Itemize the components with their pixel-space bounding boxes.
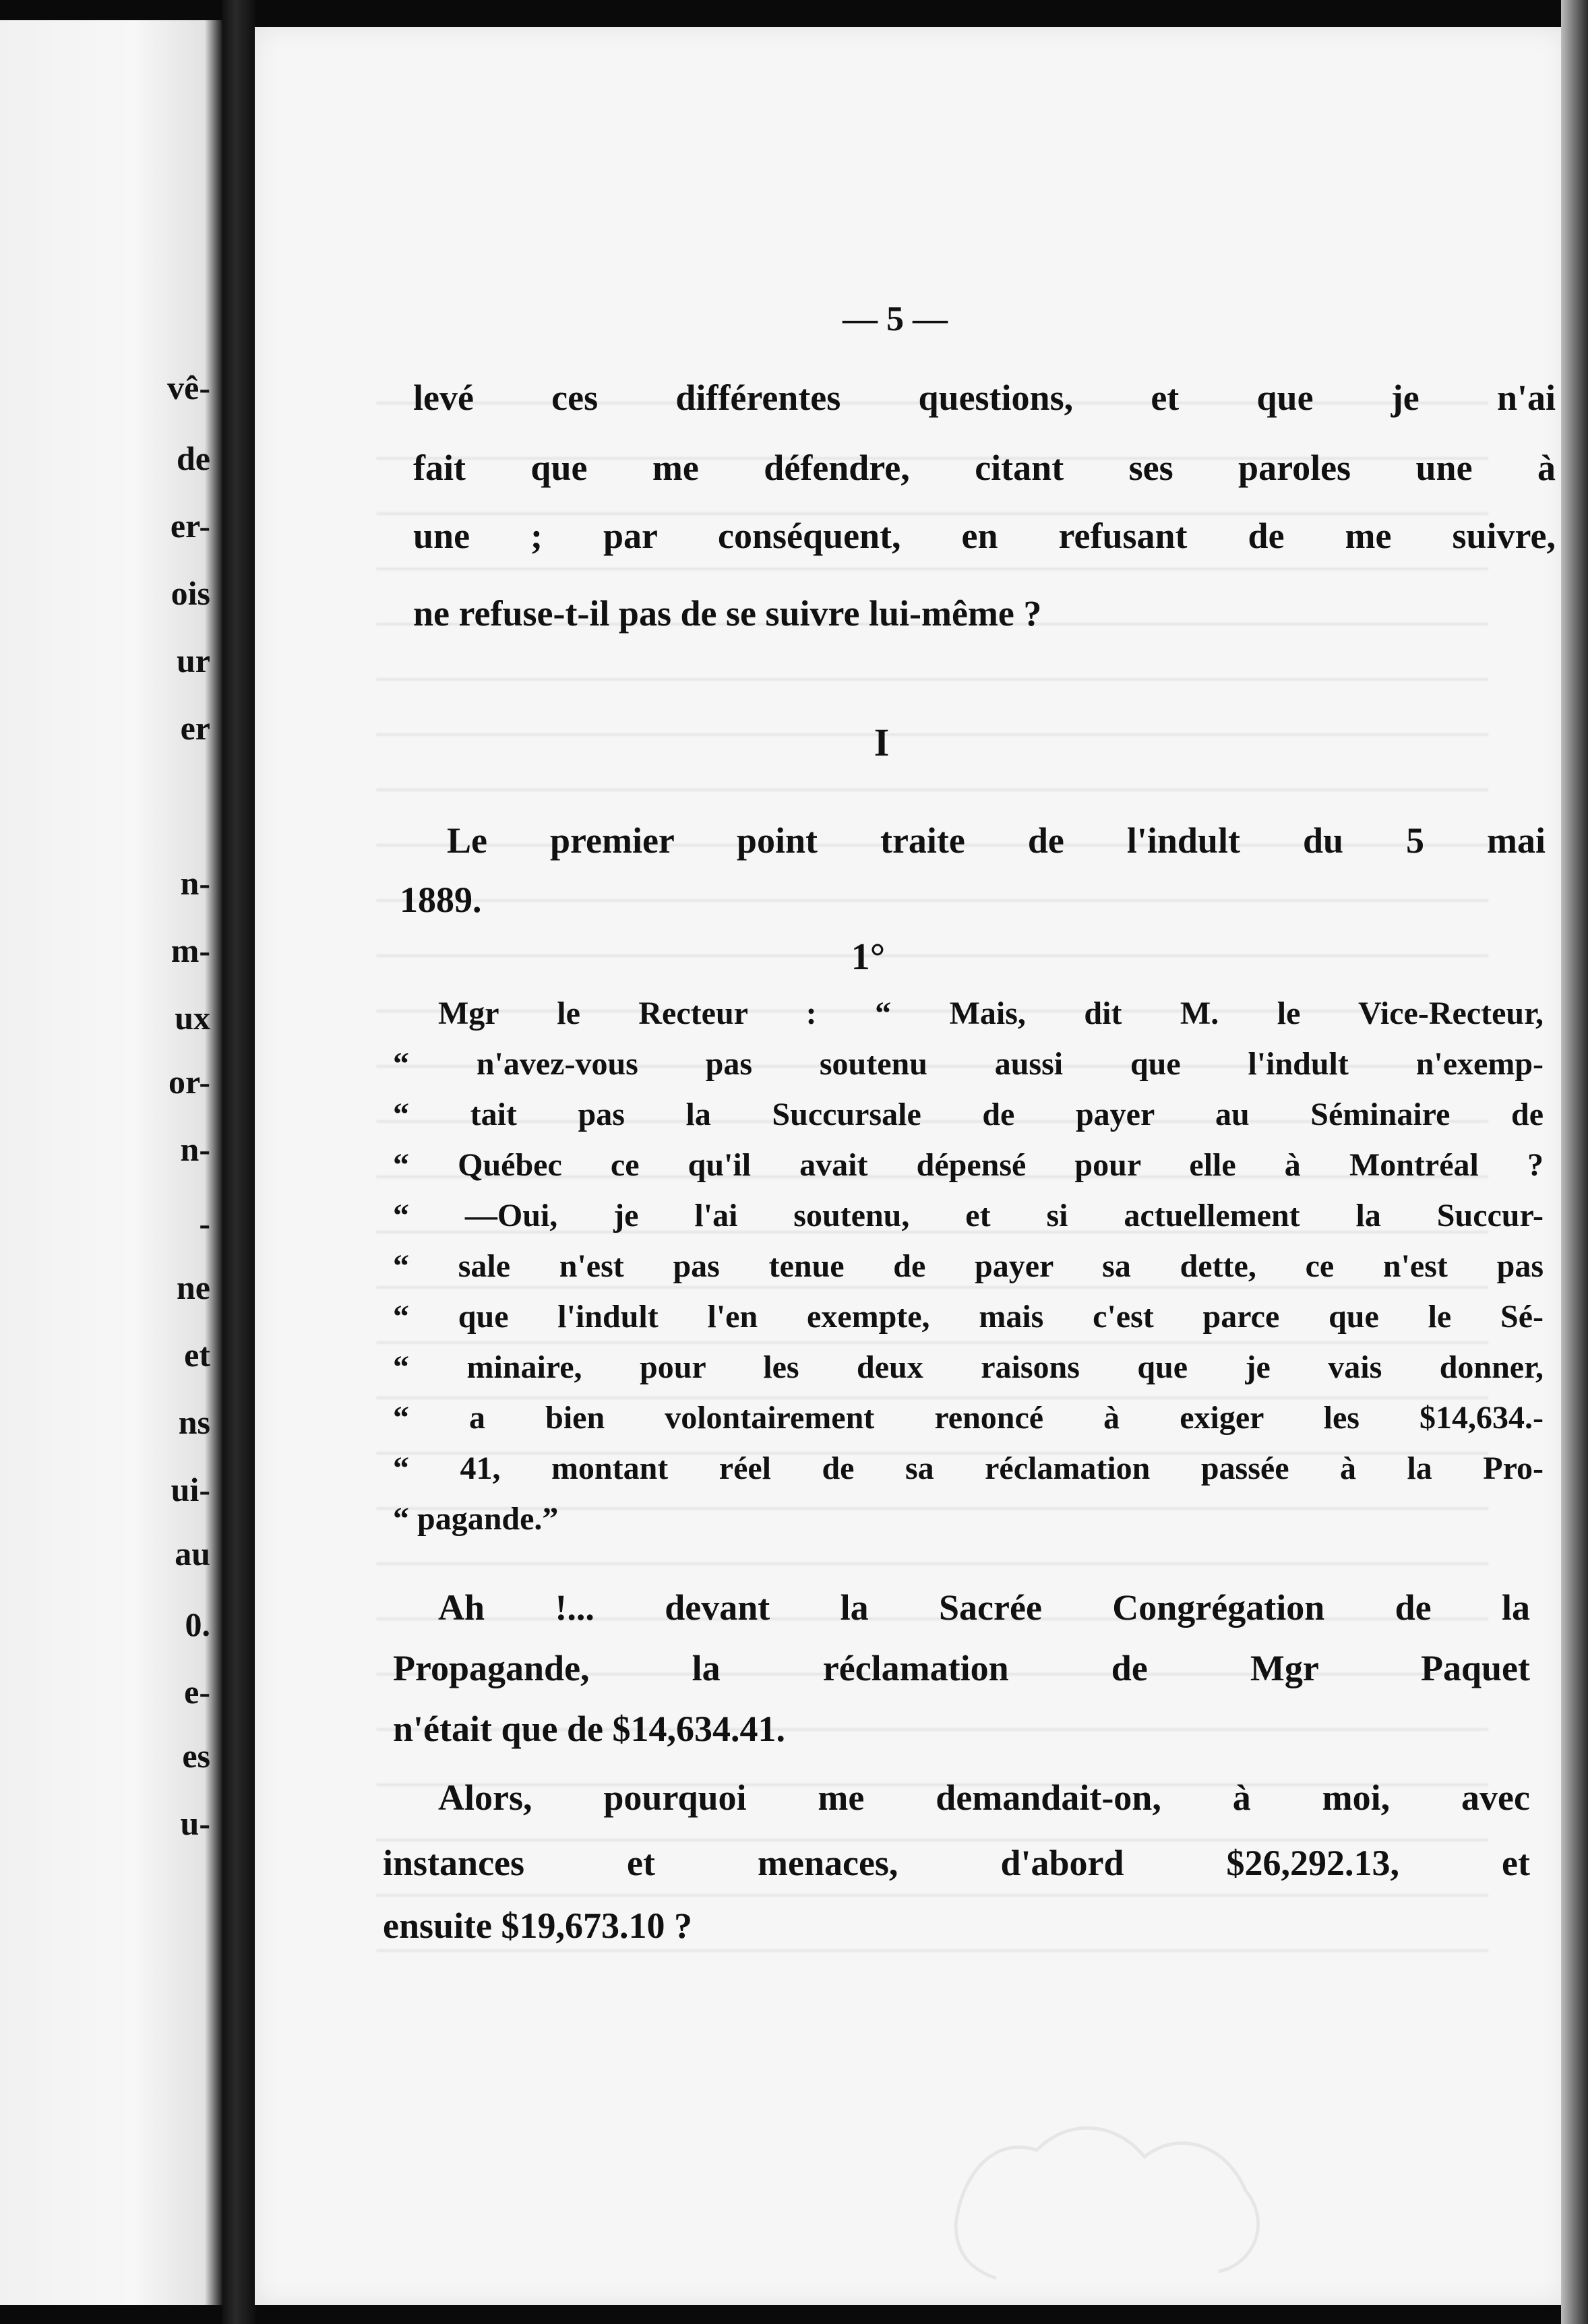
paper-stain: [936, 2089, 1286, 2292]
left-fragment: au: [175, 1535, 210, 1572]
text-line: Le premier point traite de l'indult du 5 mai: [447, 820, 1546, 861]
quote-line: “ Québec ce qu'il avait dépensé pour elle à Montréal ?: [393, 1147, 1544, 1183]
left-facing-page: [0, 20, 222, 2305]
text-line: levé ces différentes questions, et que je n'ai: [413, 377, 1556, 418]
text-line: ne refuse-t-il pas de se suivre lui-même ?: [413, 593, 1042, 634]
left-fragment: n-: [180, 1130, 210, 1168]
text-line: Propagande, la réclamation de Mgr Paquet: [393, 1648, 1530, 1688]
quote-line: “ 41, montant réel de sa réclamation passée à la Pro-: [393, 1450, 1544, 1486]
quote-line: “ a bien volontairement renoncé à exiger les $14,634.-: [393, 1400, 1544, 1436]
left-fragment: ux: [175, 999, 210, 1037]
left-fragment: de: [177, 439, 210, 477]
left-fragment: ois: [171, 574, 210, 612]
left-fragment: ne: [177, 1268, 210, 1306]
left-fragment: es: [182, 1737, 210, 1775]
quote-line: “ minaire, pour les deux raisons que je vais donner,: [393, 1349, 1544, 1385]
left-fragment: vê-: [167, 369, 210, 406]
page-number: — 5 —: [843, 300, 948, 338]
left-fragment: 0.: [185, 1606, 210, 1643]
book-gutter: [222, 0, 256, 2324]
book-page: [255, 27, 1566, 2305]
left-fragment: or-: [169, 1063, 210, 1101]
left-fragment: e-: [184, 1673, 210, 1711]
quote-line: Mgr le Recteur : “ Mais, dit M. le Vice-Recteur,: [438, 996, 1544, 1031]
left-fragment: n-: [180, 864, 210, 902]
quote-line: “ pagande.”: [393, 1501, 559, 1537]
left-fragment: m-: [171, 931, 210, 969]
text-line: n'était que de $14,634.41.: [393, 1709, 786, 1749]
quote-line: “ n'avez-vous pas soutenu aussi que l'indult n'exemp-: [393, 1046, 1544, 1082]
text-line: Alors, pourquoi me demandait-on, à moi, avec: [438, 1777, 1530, 1818]
left-fragment: -: [199, 1204, 210, 1242]
quote-line: “ —Oui, je l'ai soutenu, et si actuellement la Succur-: [393, 1198, 1544, 1233]
quote-line: “ que l'indult l'en exempte, mais c'est parce que le Sé-: [393, 1299, 1544, 1335]
left-fragment: u-: [180, 1804, 210, 1842]
left-fragment: er: [180, 709, 210, 747]
quote-line: “ sale n'est pas tenue de payer sa dette, ce n'est pas: [393, 1248, 1544, 1284]
left-fragment: er-: [170, 507, 210, 545]
left-fragment: et: [184, 1336, 210, 1374]
text-line: ensuite $19,673.10 ?: [383, 1905, 692, 1946]
text-line: Ah !... devant la Sacrée Congrégation de la: [438, 1587, 1530, 1628]
text-line: instances et menaces, d'abord $26,292.13, et: [383, 1843, 1530, 1883]
subheading: 1°: [851, 936, 886, 978]
left-fragment: ns: [178, 1403, 210, 1441]
text-line: 1889.: [400, 880, 482, 920]
section-heading: I: [874, 721, 890, 764]
left-fragment: ur: [177, 642, 210, 679]
text-line: une ; par conséquent, en refusant de me suivre,: [413, 516, 1556, 556]
page-edge-shadow: [1561, 0, 1588, 2324]
text-line: fait que me défendre, citant ses paroles une à: [413, 448, 1556, 488]
quote-line: “ tait pas la Succursale de payer au Séminaire de: [393, 1097, 1544, 1132]
left-fragment: ui-: [171, 1471, 210, 1508]
